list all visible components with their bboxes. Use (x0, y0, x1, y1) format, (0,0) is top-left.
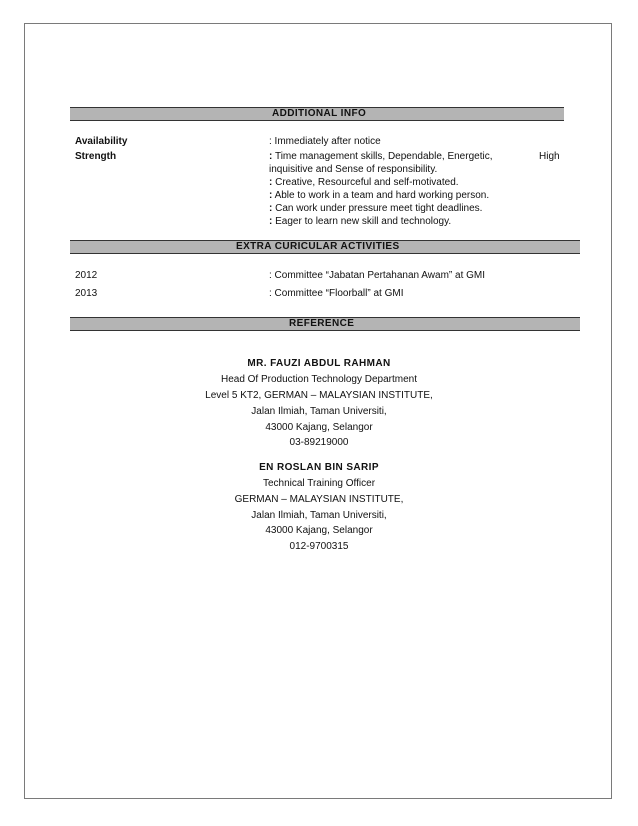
reference-phone: 03-89219000 (289, 437, 349, 448)
reference-line: 43000 Kajang, Selangor (265, 422, 373, 433)
reference-line: Jalan Ilmiah, Taman Universiti, (251, 510, 387, 521)
reference-line: Level 5 KT2, GERMAN – MALAYSIAN INSTITUTE, (205, 390, 433, 401)
colon: : (269, 177, 273, 188)
colon: : (269, 203, 273, 214)
activity-text: : Committee “Jabatan Pertahanan Awam” at GMI (269, 270, 486, 281)
strength-text: Can work under pressure meet tight deadlines. (275, 203, 483, 214)
reference-line: GERMAN – MALAYSIAN INSTITUTE, (234, 494, 404, 505)
strength-high: High (539, 151, 560, 162)
reference-line: 43000 Kajang, Selangor (265, 525, 373, 536)
colon: : (269, 216, 273, 227)
strength-line-1 (269, 151, 492, 163)
strength-line-5 (269, 203, 482, 215)
colon: : (269, 151, 273, 162)
reference-line: Jalan Ilmiah, Taman Universiti, (251, 406, 387, 417)
strength-line-4 (269, 190, 489, 202)
strength-text: Creative, Resourceful and self-motivated. (275, 177, 459, 188)
strength-line-2: inquisitive and Sense of responsibility. (269, 164, 438, 175)
strength-label: Strength (75, 151, 117, 162)
section-header-extra-curricular (70, 240, 580, 254)
strength-text: Able to work in a team and hard working person. (274, 190, 490, 201)
section-header-reference (70, 317, 580, 331)
colon: : (269, 190, 273, 201)
strength-line-6 (269, 216, 451, 228)
section-header-additional-info (70, 107, 564, 121)
reference-name: EN ROSLAN BIN SARIP (259, 462, 379, 473)
reference-phone: 012-9700315 (289, 541, 349, 552)
strength-text: Time management skills, Dependable, Energetic, (274, 151, 493, 162)
activity-year: 2012 (75, 270, 98, 281)
activity-text: : Committee “Floorball” at GMI (269, 288, 404, 299)
availability-value: : Immediately after notice (269, 136, 381, 147)
reference-line: Head Of Production Technology Department (220, 374, 418, 385)
section-title: REFERENCE (289, 318, 355, 329)
strength-text: Eager to learn new skill and technology. (275, 216, 452, 227)
reference-line: Technical Training Officer (262, 478, 376, 489)
reference-name: MR. FAUZI ABDUL RAHMAN (247, 358, 391, 369)
section-title: ADDITIONAL INFO (272, 108, 367, 119)
strength-line-3 (269, 177, 459, 189)
availability-label: Availability (75, 136, 128, 147)
section-title: EXTRA CURICULAR ACTIVITIES (236, 241, 400, 252)
activity-year: 2013 (75, 288, 98, 299)
